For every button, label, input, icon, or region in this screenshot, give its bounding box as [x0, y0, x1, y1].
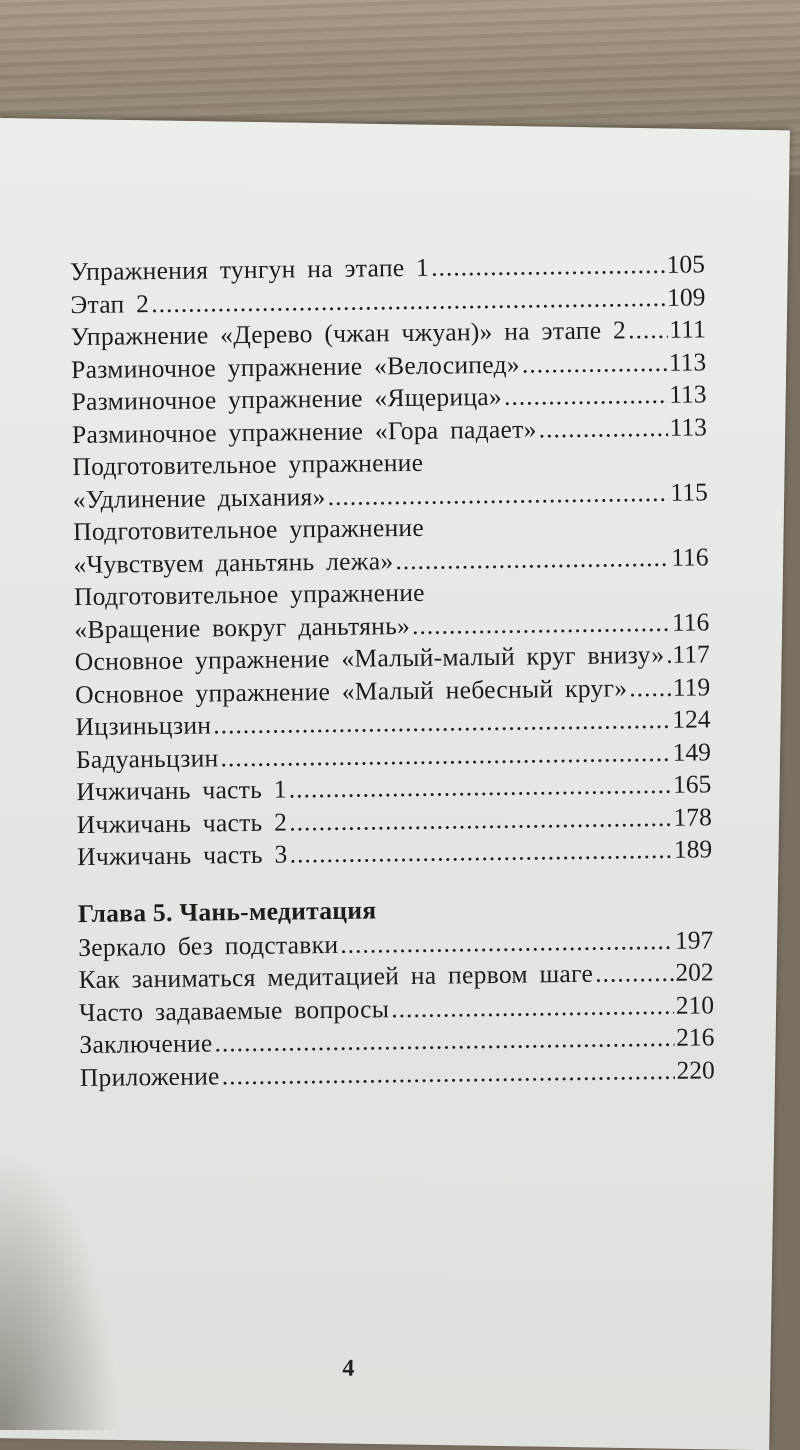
- toc-entry-title: Приложение: [79, 1060, 220, 1092]
- toc-leader-dots: [412, 607, 670, 640]
- toc-entry-page: 113: [669, 379, 707, 409]
- toc-entry-title: Как заниматься медитацией на первом шаге: [78, 958, 594, 995]
- toc-entry-title: Ичжичань часть 2: [76, 807, 288, 839]
- toc-leader-dots: [213, 705, 670, 741]
- toc-entry-title: Подготовительное упражнение: [72, 447, 424, 482]
- toc-entry-title: Подготовительное упражнение: [73, 577, 425, 612]
- toc-leader-dots: [289, 802, 672, 837]
- toc-entry-page: 165: [672, 769, 712, 799]
- toc-entry-title: «Чувствуем даньтянь лежа»: [73, 545, 394, 579]
- toc-leader-dots: [340, 925, 673, 959]
- toc-leader-dots: [628, 315, 668, 345]
- toc-entry-title: Этап 2: [70, 288, 150, 319]
- toc-entry-title: Заключение: [79, 1028, 213, 1060]
- toc-entry-page: 178: [673, 801, 712, 832]
- toc-leader-dots: [538, 412, 667, 444]
- toc-entry-page: 216: [675, 1022, 715, 1052]
- toc-entry-page: 220: [676, 1054, 715, 1085]
- toc-entry-title: Упражнение «Дерево (чжан чжуан)» на этапе 2: [70, 315, 627, 352]
- toc-leader-dots: [595, 958, 674, 989]
- toc-entry-title: Ицзиньцзин: [75, 710, 212, 742]
- toc-entry-title: Разминочное упражнение «Ящерица»: [71, 381, 503, 417]
- toc-leader-dots: [220, 737, 671, 772]
- toc-leader-dots: [504, 380, 668, 412]
- toc-leader-dots: [222, 1055, 675, 1091]
- toc-leader-dots: [395, 542, 669, 575]
- toc-leader-dots: [214, 1023, 674, 1059]
- hand-shadow: [0, 1150, 120, 1430]
- toc-entry-title: «Вращение вокруг даньтянь»: [74, 610, 411, 644]
- toc-entry-page: 113: [669, 411, 708, 442]
- toc-leader-dots: [522, 347, 667, 379]
- toc-leader-dots: [391, 990, 674, 1023]
- toc-entry-page: 124: [672, 704, 711, 734]
- toc-entry: [77, 834, 712, 874]
- toc-entry-page: 117: [672, 639, 710, 669]
- toc-entry-page: 116: [671, 541, 709, 572]
- toc-entry-page: 109: [666, 281, 706, 312]
- toc-entry-title: Подготовительное упражнение: [72, 512, 425, 547]
- toc-entry-title: Бадуаньцзин: [75, 742, 219, 774]
- toc-entry-page: 115: [670, 476, 708, 507]
- toc-entry-title: Упражнения тунгун на этапе 1: [69, 252, 430, 287]
- toc-entry: [80, 1055, 715, 1095]
- toc-entry-title: Ичжичань часть 3: [76, 839, 288, 872]
- toc-leader-dots: [289, 770, 672, 805]
- toc-entry-page: 189: [673, 834, 713, 864]
- page-number: 4: [342, 1355, 355, 1382]
- toc-entry-title: Основное упражнение «Малый-малый круг внизу»: [74, 639, 665, 677]
- toc-leader-dots: [629, 672, 671, 703]
- toc-entry-page: 105: [666, 249, 706, 279]
- toc-entry-page: 202: [675, 957, 714, 987]
- toc-entry-title: Основное упражнение «Малый небесный круг»: [74, 672, 628, 709]
- table-of-contents: [70, 249, 715, 1095]
- toc-entry-title: «Удлинение дыхания»: [72, 481, 326, 514]
- toc-entry-page: 111: [669, 314, 706, 344]
- toc-leader-dots: [327, 477, 668, 511]
- toc-entry-title: Разминочное упражнение «Гора падает»: [71, 413, 537, 449]
- toc-leader-dots: [151, 282, 665, 318]
- toc-leader-dots: [666, 640, 671, 670]
- toc-entry-title: Ичжичань часть 1: [76, 774, 287, 807]
- toc-leader-dots: [289, 835, 672, 870]
- toc-entry-title: Разминочное упражнение «Велосипед»: [71, 349, 521, 384]
- toc-leader-dots: [431, 250, 665, 283]
- chapter-heading: Глава 5. Чань-медитация: [77, 894, 377, 928]
- toc-entry-page: 210: [675, 989, 715, 1020]
- toc-entry-page: 113: [668, 346, 707, 377]
- toc-entry-page: 116: [671, 606, 710, 637]
- toc-entry-page: 119: [672, 671, 711, 702]
- toc-entry-page: 149: [672, 736, 712, 767]
- toc-entry-title: Зеркало без подставки: [78, 929, 339, 962]
- toc-entry-title: Часто задаваемые вопросы: [78, 993, 390, 1027]
- toc-entry-page: 197: [674, 924, 714, 955]
